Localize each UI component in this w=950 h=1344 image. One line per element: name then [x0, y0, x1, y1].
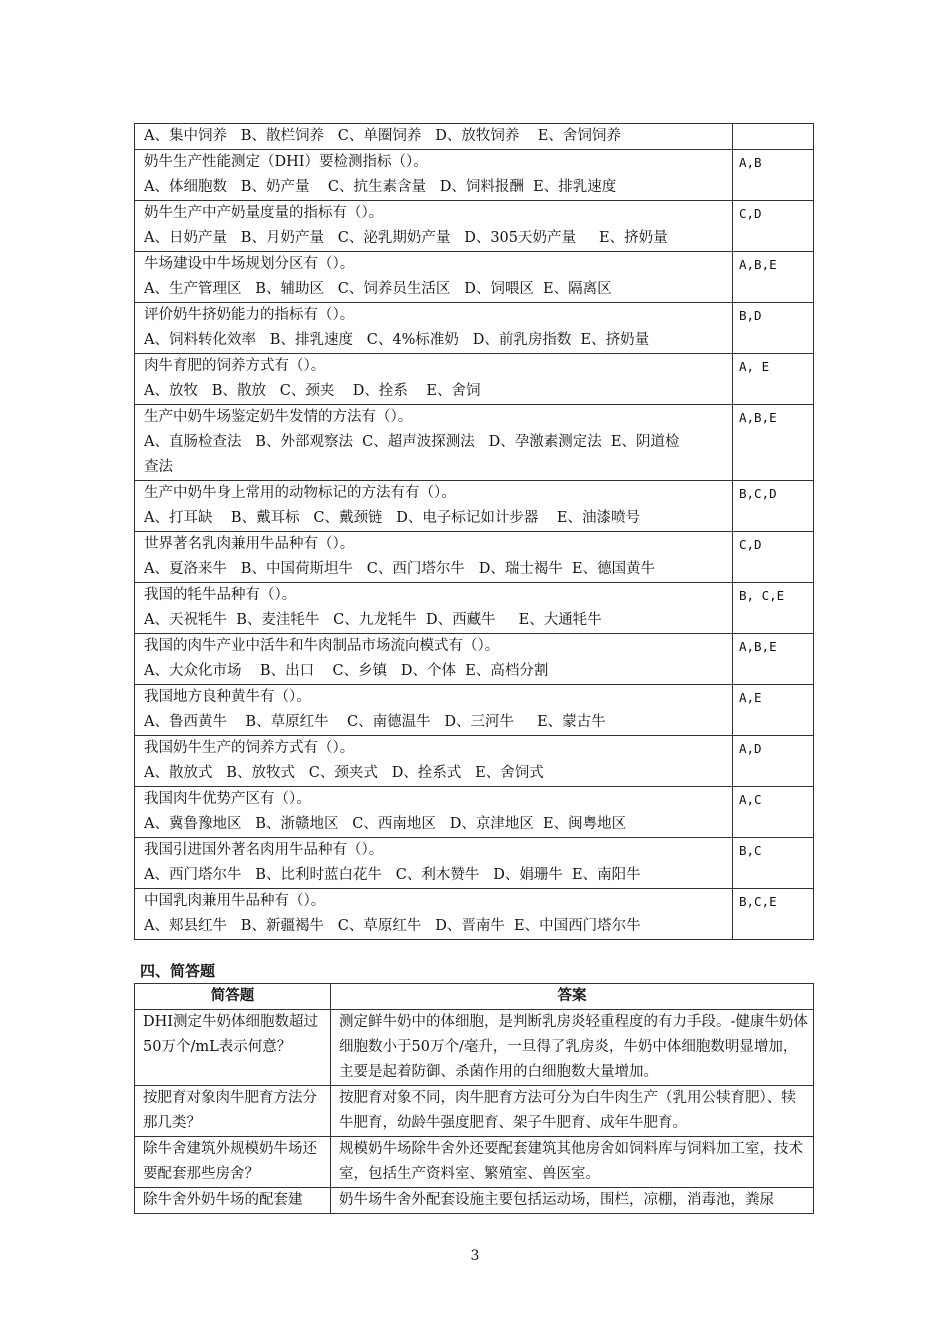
question-cell	[135, 532, 733, 583]
short-answer-question: 除牛舍建筑外规模奶牛场还要配套那些房舍？	[135, 1137, 331, 1188]
question-row	[135, 201, 814, 252]
short-answer-row	[135, 1010, 814, 1086]
answer-cell: A,B	[733, 150, 814, 201]
question-cell	[135, 685, 733, 736]
answer-cell: B, C,E	[733, 583, 814, 634]
section-title: 四、简答题	[140, 962, 216, 980]
short-answer-header-row	[135, 984, 814, 1010]
answer-cell: A,D	[733, 736, 814, 787]
question-text: 世界著名乳肉兼用牛品种有（）。	[144, 536, 355, 552]
question-cell	[135, 481, 733, 532]
answer-cell: C,D	[733, 201, 814, 252]
question-text: 我国的肉牛产业中活牛和牛肉制品市场流向模式有（）。	[144, 638, 500, 654]
question-row	[135, 405, 814, 481]
question-cell	[135, 124, 733, 150]
question-text: 我国肉牛优势产区有（）。	[144, 791, 311, 807]
answer-cell	[733, 124, 814, 150]
question-cell	[135, 405, 733, 481]
question-options: A、大众化市场 B、出口 C、乡镇 D、个体 E、高档分割	[144, 663, 549, 679]
question-text: 我国奶牛生产的饲养方式有（）。	[144, 740, 355, 756]
question-text: 肉牛育肥的饲养方式有（）。	[144, 358, 326, 374]
short-answer-answer: 测定鲜牛奶中的体细胞，是判断乳房炎轻重程度的有力手段。-健康牛奶体细胞数小于50万个/毫升，一旦得了乳房炎，牛奶中体细胞数明显增加，主要是起着防御、杀菌作用的白细胞数大量增加。	[331, 1010, 814, 1086]
question-row	[135, 838, 814, 889]
question-cell	[135, 838, 733, 889]
question-options: A、放牧 B、散放 C、颈夹 D、拴系 E、舍饲	[144, 383, 481, 399]
question-options: A、天祝牦牛 B、麦洼牦牛 C、九龙牦牛 D、西藏牛 E、大通牦牛	[144, 612, 602, 628]
answer-cell: B,D	[733, 303, 814, 354]
question-cell	[135, 303, 733, 354]
answer-cell: A,B,E	[733, 252, 814, 303]
question-text: 我国引进国外著名肉用牛品种有（）。	[144, 842, 384, 858]
question-text: 奶牛生产性能测定（DHI）要检测指标（）。	[144, 154, 428, 170]
short-answer-answer: 按肥育对象不同，肉牛肥育方法可分为白牛肉生产（乳用公犊育肥）、犊牛肥育，幼龄牛强度肥育、架子牛肥育、成年牛肥育。	[331, 1086, 814, 1137]
column-header-question: 简答题	[135, 984, 331, 1010]
answer-cell: A,B,E	[733, 634, 814, 685]
short-answer-row	[135, 1137, 814, 1188]
page-number: 3	[470, 1248, 480, 1264]
answer-cell: B,C,E	[733, 889, 814, 940]
question-text: 中国乳肉兼用牛品种有（）。	[144, 893, 326, 909]
question-text: 我国地方良种黄牛有（）。	[144, 689, 311, 705]
question-row	[135, 736, 814, 787]
question-row	[135, 685, 814, 736]
answer-cell: B,C	[733, 838, 814, 889]
question-options: A、体细胞数 B、奶产量 C、抗生素含量 D、饲料报酬 E、排乳速度	[144, 179, 617, 195]
question-options: A、打耳缺 B、戴耳标 C、戴颈链 D、电子标记如计步器 E、油漆喷号	[144, 510, 640, 526]
short-answer-question: DHI测定牛奶体细胞数超过50万个/mL表示何意？	[135, 1010, 331, 1086]
question-row	[135, 124, 814, 150]
question-cell	[135, 354, 733, 405]
question-options: A、西门塔尔牛 B、比利时蓝白花牛 C、利木赞牛 D、娟珊牛 E、南阳牛	[144, 867, 641, 883]
question-cell	[135, 252, 733, 303]
answer-cell: C,D	[733, 532, 814, 583]
question-row	[135, 481, 814, 532]
short-answer-question: 除牛舍外奶牛场的配套建	[135, 1188, 331, 1214]
question-options: A、夏洛来牛 B、中国荷斯坦牛 C、西门塔尔牛 D、瑞士褐牛 E、德国黄牛	[144, 561, 656, 577]
short-answer-table	[134, 983, 814, 1214]
question-options: A、饲料转化效率 B、排乳速度 C、4%标准奶 D、前乳房指数 E、挤奶量	[144, 332, 650, 348]
question-cell	[135, 787, 733, 838]
question-options: 查法	[144, 459, 173, 475]
question-cell	[135, 583, 733, 634]
answer-cell: A, E	[733, 354, 814, 405]
question-options: A、冀鲁豫地区 B、浙赣地区 C、西南地区 D、京津地区 E、闽粤地区	[144, 816, 627, 832]
question-row	[135, 583, 814, 634]
question-cell	[135, 201, 733, 252]
answer-cell: B,C,D	[733, 481, 814, 532]
question-options: A、散放式 B、放牧式 C、颈夹式 D、拴系式 E、舍饲式	[144, 765, 544, 781]
question-row	[135, 354, 814, 405]
question-row	[135, 889, 814, 940]
question-cell	[135, 150, 733, 201]
answer-cell: A,C	[733, 787, 814, 838]
question-options: A、生产管理区 B、辅助区 C、饲养员生活区 D、饲喂区 E、隔离区	[144, 281, 612, 297]
answer-cell: A,B,E	[733, 405, 814, 481]
question-options: A、直肠检查法 B、外部观察法 C、超声波探测法 D、孕激素测定法 E、阴道检	[144, 434, 680, 450]
question-row	[135, 303, 814, 354]
question-text: 评价奶牛挤奶能力的指标有（）。	[144, 307, 355, 323]
question-text: 生产中奶牛身上常用的动物标记的方法有有（）。	[144, 485, 456, 501]
question-text: 我国的牦牛品种有（）。	[144, 587, 297, 603]
column-header-answer: 答案	[331, 984, 814, 1010]
question-options: A、鲁西黄牛 B、草原红牛 C、南德温牛 D、三河牛 E、蒙古牛	[144, 714, 606, 730]
question-cell	[135, 736, 733, 787]
question-text: 生产中奶牛场鉴定奶牛发情的方法有（）。	[144, 409, 413, 425]
question-options: A、日奶产量 B、月奶产量 C、泌乳期奶产量 D、305天奶产量 E、挤奶量	[144, 230, 668, 246]
question-text: 牛场建设中牛场规划分区有（）。	[144, 256, 355, 272]
question-options: A、郏县红牛 B、新疆褐牛 C、草原红牛 D、晋南牛 E、中国西门塔尔牛	[144, 918, 641, 934]
question-row	[135, 252, 814, 303]
question-row	[135, 634, 814, 685]
multiple-choice-table	[134, 123, 814, 940]
short-answer-answer: 奶牛场牛舍外配套设施主要包括运动场，围栏，凉棚，消毒池，粪尿	[331, 1188, 814, 1214]
question-row	[135, 532, 814, 583]
short-answer-answer: 规模奶牛场除牛舍外还要配套建筑其他房舍如饲料库与饲料加工室，技术室，包括生产资料室、繁殖室、兽医室。	[331, 1137, 814, 1188]
answer-cell: A,E	[733, 685, 814, 736]
question-cell	[135, 634, 733, 685]
question-row	[135, 787, 814, 838]
question-options: A、集中饲养 B、散栏饲养 C、单圈饲养 D、放牧饲养 E、舍饲饲养	[144, 128, 621, 144]
question-text: 奶牛生产中产奶量度量的指标有（）。	[144, 205, 384, 221]
short-answer-row	[135, 1086, 814, 1137]
short-answer-row	[135, 1188, 814, 1214]
short-answer-question: 按肥育对象肉牛肥育方法分那几类？	[135, 1086, 331, 1137]
question-row	[135, 150, 814, 201]
question-cell	[135, 889, 733, 940]
